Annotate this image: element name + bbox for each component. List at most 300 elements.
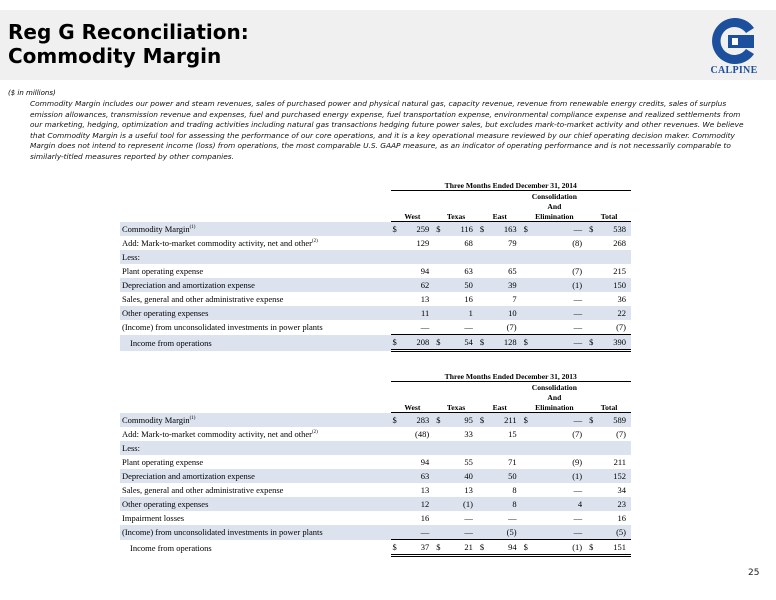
cell-value: 129 [416,238,430,248]
dollar-sign [391,306,399,320]
cell-value [443,250,478,264]
col-header-east: East [478,211,522,222]
cell-value: — [573,294,583,304]
period-label: Three Months Ended December 31, 2014 [391,180,631,191]
dollar-sign [391,441,399,455]
table-row [120,306,631,320]
dollar-sign: $ [522,540,530,556]
footnote-marker: (1) [189,224,196,230]
dollar-sign [478,483,486,497]
dollar-sign [587,250,595,264]
table-row [120,320,631,335]
header-blank [391,392,522,402]
cell-value: 34 [617,485,626,495]
cell-value: (5) [595,525,631,540]
table-row [120,335,631,351]
table-row [120,292,631,306]
dollar-sign: $ [587,222,595,237]
cell-value: 95 [443,413,478,428]
dollar-sign: $ [522,413,530,428]
column-header-row [120,211,631,222]
cell-value: 22 [595,306,631,320]
row-label-text: Income from operations [130,337,212,348]
dollar-sign [522,306,530,320]
calpine-logo-icon [706,16,762,66]
cell-value: (7) [616,322,626,332]
period-label: Three Months Ended December 31, 2013 [391,371,631,382]
cell-value: 13 [420,294,430,304]
row-label [120,497,391,511]
cell-value [595,250,631,264]
cell-value [486,441,521,455]
cell-value: 390 [595,335,631,351]
units-note: ($ in millions) [8,89,56,97]
dollar-sign: $ [522,335,530,351]
col-header: Consolidation [531,191,577,201]
row-label [120,483,391,497]
col-header-elimination: Elimination [522,211,588,222]
column-header-row [120,201,631,211]
dollar-sign [434,469,442,483]
dollar-sign [391,250,399,264]
dollar-sign [478,441,486,455]
row-label [120,427,391,441]
dollar-sign [522,264,530,278]
dollar-sign [434,497,442,511]
cell-value: (7) [572,429,583,439]
dollar-sign [587,483,595,497]
page-title [8,20,568,68]
dollar-sign [478,264,486,278]
table-row [120,483,631,497]
row-label [120,511,391,525]
dollar-sign [478,236,486,250]
col-header-texas: Texas [434,211,478,222]
description-paragraph: Commodity Margin includes our power and steam revenues, sales of purchased power and physical natural gas, capacity revenue, revenue from renewable energy credits, sales of surplus emission allowances, transmission revenue and expenses, fuel and purchased energy expense, fuel transportation expense, environmental compliance expense and realized settlements from our marketing, hedging, optimization and trading activities including natural gas transactions hedging future power sales, but excludes mark-to-market activity and other revenues. We believe that Commodity Margin is a useful tool for assessing the performance of our core operations, and it is a key operational measure reviewed by our chief operating decision maker. Commodity Margin does not intend to represent income (loss) from operations, the most comparable U.S. GAAP measure, as an indicator of operating performance and is not necessarily comparable to similarly-titled measures reported by other companies. [30,99,744,161]
cell-value: 63 [399,469,434,483]
cell-value: 79 [508,238,517,248]
dollar-sign [522,441,530,455]
dollar-sign [587,236,595,250]
dollar-sign: $ [478,335,486,351]
dollar-sign [434,525,442,540]
table-row [120,250,631,264]
cell-value [486,250,521,264]
dollar-sign [522,250,530,264]
footnote-marker: (2) [311,239,318,245]
cell-value: 12 [399,497,434,511]
row-label-text: Less: [122,443,140,453]
cell-value: 259 [399,222,434,237]
cell-value [530,250,587,264]
footnote-marker: (2) [311,430,318,436]
calpine-logo [706,16,762,84]
cell-value: 11 [399,306,434,320]
dollar-sign [478,511,486,525]
dollar-sign [391,236,399,250]
dollar-sign [391,511,399,525]
row-label [120,469,391,483]
cell-value: — [399,525,434,540]
row-label-text: Impairment losses [122,513,185,523]
cell-value: (7) [572,266,583,276]
cell-value: (9) [572,457,583,467]
cell-value: (1) [530,469,587,483]
col-header-elimination: Elimination [522,402,588,413]
dollar-sign [587,511,595,525]
cell-value: 10 [486,306,521,320]
cell-value: 94 [420,266,430,276]
header-blank [120,191,391,202]
dollar-sign [478,525,486,540]
cell-value: 39 [486,278,521,292]
table-row [120,441,631,455]
logo-wordmark: CALPINE [710,65,758,76]
row-label [120,540,391,556]
cell-value: 23 [595,497,631,511]
dollar-sign [391,497,399,511]
column-header-row [120,191,631,202]
table-row [120,278,631,292]
row-label [120,525,391,540]
title-line-1: Reg G Reconciliation: [8,20,249,44]
dollar-sign [391,292,399,306]
row-label [120,222,391,237]
cell-value: (8) [572,238,583,248]
row-label-text: Depreciation and amortization expense [122,280,255,290]
cell-value [530,441,587,455]
cell-value: 68 [464,238,473,248]
col-header-west: West [391,211,435,222]
dollar-sign [434,278,442,292]
cell-value: — [530,413,587,428]
header-blank [120,382,391,393]
dollar-sign [478,250,486,264]
col-header-west: West [391,402,435,413]
dollar-sign [434,264,442,278]
dollar-sign: $ [587,335,595,351]
cell-value: — [530,222,587,237]
row-label-text: Add: Mark-to-market commodity activity, net and other [122,429,312,439]
cell-value: 50 [486,469,521,483]
cell-value: — [508,513,517,523]
dollar-sign [522,483,530,497]
dollar-sign: $ [522,222,530,237]
table-row [120,264,631,278]
col-header: Consolidation [531,382,577,392]
dollar-sign [587,497,595,511]
cell-value: 268 [613,238,626,248]
row-label [120,236,391,250]
column-header-row [120,402,631,413]
period-header-row [120,371,631,382]
table-row [120,222,631,237]
dollar-sign [391,427,399,441]
dollar-sign [522,511,530,525]
cell-value: 208 [399,335,434,351]
cell-value [595,441,631,455]
row-label [120,264,391,278]
cell-value: 54 [443,335,478,351]
dollar-sign: $ [434,222,442,237]
cell-value: — [443,525,478,540]
dollar-sign [391,278,399,292]
cell-value: (1) [443,497,478,511]
header-blank [587,191,631,202]
dollar-sign: $ [391,413,399,428]
table-row [120,413,631,428]
dollar-sign: $ [391,335,399,351]
col-header-total: Total [587,211,631,222]
row-label-text: Commodity Margin [122,223,190,234]
dollar-sign [434,427,442,441]
dollar-sign [434,441,442,455]
dollar-sign [587,278,595,292]
dollar-sign [391,320,399,335]
cell-value: — [530,306,587,320]
dollar-sign [434,250,442,264]
dollar-sign [478,497,486,511]
cell-value [399,250,434,264]
cell-value: 150 [595,278,631,292]
cell-value: 71 [508,457,517,467]
title-line-2: Commodity Margin [8,44,222,68]
dollar-sign [522,292,530,306]
row-label [120,292,391,306]
header-blank [587,392,631,402]
cell-value: 50 [443,278,478,292]
dollar-sign [391,483,399,497]
dollar-sign: $ [587,413,595,428]
row-label-text: Sales, general and other administrative expense [122,294,284,304]
dollar-sign [522,497,530,511]
cell-value: (5) [486,525,521,540]
dollar-sign [522,278,530,292]
dollar-sign [434,455,442,469]
row-label-text: (Income) from unconsolidated investments in power plants [122,527,323,538]
cell-value: — [530,525,587,540]
row-label [120,441,391,455]
dollar-sign [587,264,595,278]
header-blank [120,211,391,222]
table-row [120,511,631,525]
cell-value: 21 [443,540,478,556]
cell-value: 13 [464,485,473,495]
row-label [120,335,391,351]
dollar-sign [522,469,530,483]
dollar-sign: $ [478,540,486,556]
dollar-sign [522,525,530,540]
row-label [120,278,391,292]
cell-value: 16 [464,294,473,304]
dollar-sign [434,511,442,525]
row-label-text: Plant operating expense [122,266,204,276]
cell-value: — [420,322,430,332]
header-blank [120,180,391,191]
dollar-sign [434,236,442,250]
cell-value: 1 [443,306,478,320]
dollar-sign [478,278,486,292]
dollar-sign [478,455,486,469]
cell-value: 16 [420,513,430,523]
row-label-text: Less: [122,252,140,262]
cell-value: — [464,322,473,332]
column-header-row [120,382,631,393]
cell-value [443,441,478,455]
cell-value: (1) [530,278,587,292]
row-label-text: Other operating expenses [122,308,209,318]
dollar-sign [434,483,442,497]
row-label [120,250,391,264]
cell-value: 538 [595,222,631,237]
table-row [120,236,631,250]
dollar-sign [478,292,486,306]
header-blank [391,382,522,393]
col-header-total: Total [587,402,631,413]
cell-value: 13 [420,485,430,495]
row-label [120,455,391,469]
dollar-sign: $ [391,222,399,237]
cell-value: 15 [508,429,517,439]
dollar-sign [587,525,595,540]
cell-value: 211 [613,457,626,467]
cell-value: 8 [486,497,521,511]
dollar-sign [587,427,595,441]
cell-value: 36 [617,294,626,304]
dollar-sign: $ [478,222,486,237]
page-number: 25 [748,568,760,578]
dollar-sign [522,320,530,335]
row-label-text: Depreciation and amortization expense [122,471,255,481]
cell-value: 116 [443,222,478,237]
cell-value: 211 [486,413,521,428]
cell-value: 16 [617,513,626,523]
col-header: And [547,392,562,402]
table-row [120,540,631,556]
cell-value: — [573,513,583,523]
cell-value: 65 [508,266,517,276]
cell-value: — [530,335,587,351]
cell-value: 63 [464,266,473,276]
header-blank [120,392,391,402]
dollar-sign [587,306,595,320]
row-label-text: Sales, general and other administrative expense [122,485,284,495]
q4-2013-table [120,371,631,557]
cell-value: 589 [595,413,631,428]
q4-2014-table [120,180,631,352]
cell-value: 163 [486,222,521,237]
dollar-sign [478,469,486,483]
dollar-sign: $ [434,413,442,428]
dollar-sign: $ [478,413,486,428]
header-blank [120,371,391,382]
row-label [120,413,391,428]
cell-value: 151 [595,540,631,556]
dollar-sign [587,441,595,455]
footnote-marker: (1) [189,415,196,421]
row-label [120,320,391,335]
row-label-text: Add: Mark-to-market commodity activity, net and other [122,238,312,248]
dollar-sign: $ [434,335,442,351]
row-label-text: (Income) from unconsolidated investments in power plants [122,322,323,333]
cell-value: 283 [399,413,434,428]
dollar-sign [434,292,442,306]
cell-value: — [573,485,583,495]
cell-value: 40 [443,469,478,483]
dollar-sign [434,320,442,335]
header-blank [587,382,631,393]
cell-value: (48) [415,429,430,439]
row-label-text: Income from operations [130,542,212,553]
col-header-east: East [478,402,522,413]
table-row [120,469,631,483]
dollar-sign [434,306,442,320]
dollar-sign [587,469,595,483]
table-row [120,455,631,469]
header-blank [587,201,631,211]
dollar-sign [478,320,486,335]
cell-value: 94 [420,457,430,467]
dollar-sign [587,292,595,306]
cell-value: 8 [512,485,517,495]
cell-value: 33 [464,429,473,439]
cell-value: 62 [399,278,434,292]
dollar-sign [391,469,399,483]
period-header-row [120,180,631,191]
cell-value: 37 [399,540,434,556]
cell-value: 4 [530,497,587,511]
row-label-text: Other operating expenses [122,499,209,509]
col-header-texas: Texas [434,402,478,413]
dollar-sign [522,427,530,441]
table-row [120,427,631,441]
column-header-row [120,392,631,402]
row-label-text: Commodity Margin [122,414,190,425]
dollar-sign [478,427,486,441]
row-label-text: Plant operating expense [122,457,204,467]
cell-value: (7) [506,322,517,332]
dollar-sign [587,320,595,335]
cell-value: (7) [616,429,626,439]
header-blank [120,402,391,413]
cell-value: 215 [613,266,626,276]
table-row [120,497,631,511]
dollar-sign [391,455,399,469]
dollar-sign: $ [434,540,442,556]
dollar-sign [587,455,595,469]
cell-value: 94 [486,540,521,556]
table-row [120,525,631,540]
dollar-sign [391,264,399,278]
dollar-sign [391,525,399,540]
cell-value [399,441,434,455]
cell-value: 128 [486,335,521,351]
col-header: And [547,201,562,211]
dollar-sign: $ [587,540,595,556]
header-blank [391,201,522,211]
row-label [120,306,391,320]
dollar-sign [478,306,486,320]
header-blank [391,191,522,202]
dollar-sign: $ [391,540,399,556]
dollar-sign [522,455,530,469]
cell-value: 152 [595,469,631,483]
cell-value: 7 [512,294,517,304]
cell-value: — [573,322,583,332]
header-blank [120,201,391,211]
cell-value: (1) [530,540,587,556]
cell-value: — [464,513,473,523]
